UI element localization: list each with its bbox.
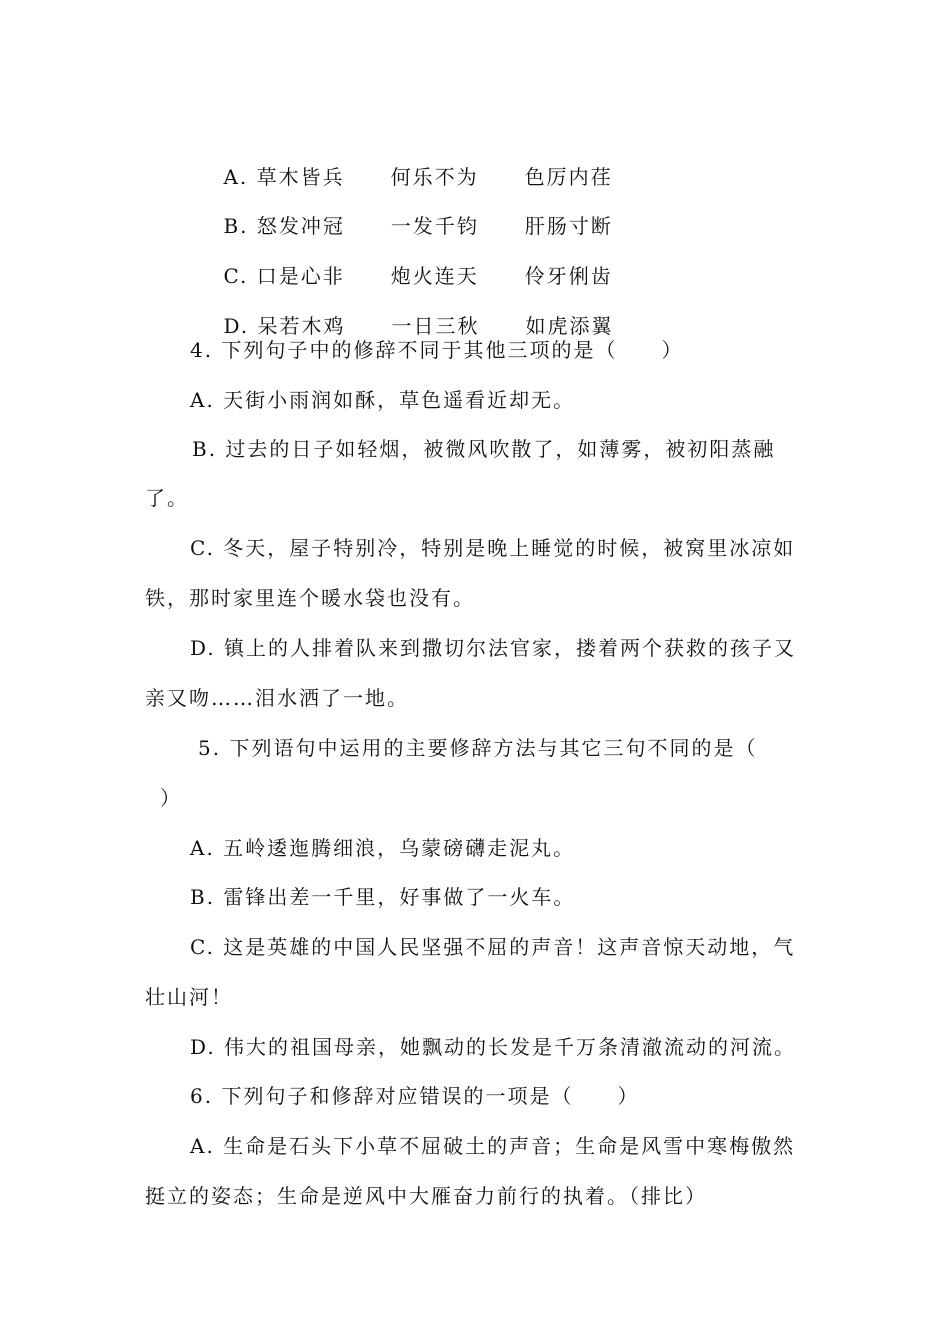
option-item: 怒发冲冠 [256, 214, 345, 238]
q5-option-c-line2: 壮山河！ [145, 985, 233, 1009]
q5-option-c-line1: C. 这是英雄的中国人民坚强不屈的声音！这声音惊天动地，气 [190, 935, 796, 959]
option-item: 一发千钧 [390, 214, 479, 238]
q5-option-a: A. 五岭逶迤腾细浪，乌蒙磅礴走泥丸。 [190, 836, 576, 860]
q4-stem: 4. 下列句子中的修辞不同于其他三项的是（ ） [190, 338, 684, 362]
q4-option-c-line1: C. 冬天，屋子特别冷，特别是晚上睡觉的时候，被窝里冰凉如 [190, 536, 796, 560]
option-item: 炮火连天 [390, 264, 479, 288]
q4-option-b-line1: B. 过去的日子如轻烟，被微风吹散了，如薄雾，被初阳蒸融 [192, 437, 776, 461]
q4-option-b-line2: 了。 [145, 486, 189, 510]
option-item: 肝肠寸断 [524, 214, 613, 238]
option-item: 何乐不为 [390, 165, 479, 189]
q6-stem: 6. 下列句子和修辞对应错误的一项是（ ） [190, 1084, 640, 1108]
option-label: C. [223, 264, 249, 288]
option-label: A. [223, 165, 249, 189]
option-label: D. [223, 314, 250, 338]
option-item: 呆若木鸡 [257, 314, 346, 338]
option-item: 草木皆兵 [256, 165, 345, 189]
q6-option-a-line2: 挺立的姿态；生命是逆风中大雁奋力前行的执着。（排比） [145, 1184, 707, 1208]
q5-stem-line1: 5. 下列语句中运用的主要修辞方法与其它三句不同的是（ [198, 736, 758, 760]
q5-option-d: D. 伟大的祖国母亲，她飘动的长发是千万条清澈流动的河流。 [190, 1035, 797, 1059]
option-item: 如虎添翼 [525, 314, 614, 338]
option-item: 伶牙俐齿 [524, 264, 613, 288]
q6-option-a-line1: A. 生命是石头下小草不屈破土的声音；生命是风雪中寒梅傲然 [190, 1134, 796, 1158]
option-item: 色厉内荏 [524, 165, 613, 189]
option-item: 口是心非 [256, 264, 345, 288]
q4-option-c-line2: 铁，那时家里连个暖水袋也没有。 [145, 586, 475, 610]
q4-option-d-line2: 亲又吻……泪水洒了一地。 [145, 686, 409, 710]
q4-option-d-line1: D. 镇上的人排着队来到撒切尔法官家，搂着两个获救的孩子又 [190, 636, 797, 660]
q4-option-a: A. 天街小雨润如酥，草色遥看近却无。 [190, 388, 576, 412]
q5-option-b: B. 雷锋出差一千里，好事做了一火车。 [190, 885, 576, 909]
option-item: 一日三秋 [391, 314, 480, 338]
q5-stem-line2: ） [160, 786, 182, 810]
option-label: B. [223, 214, 249, 238]
